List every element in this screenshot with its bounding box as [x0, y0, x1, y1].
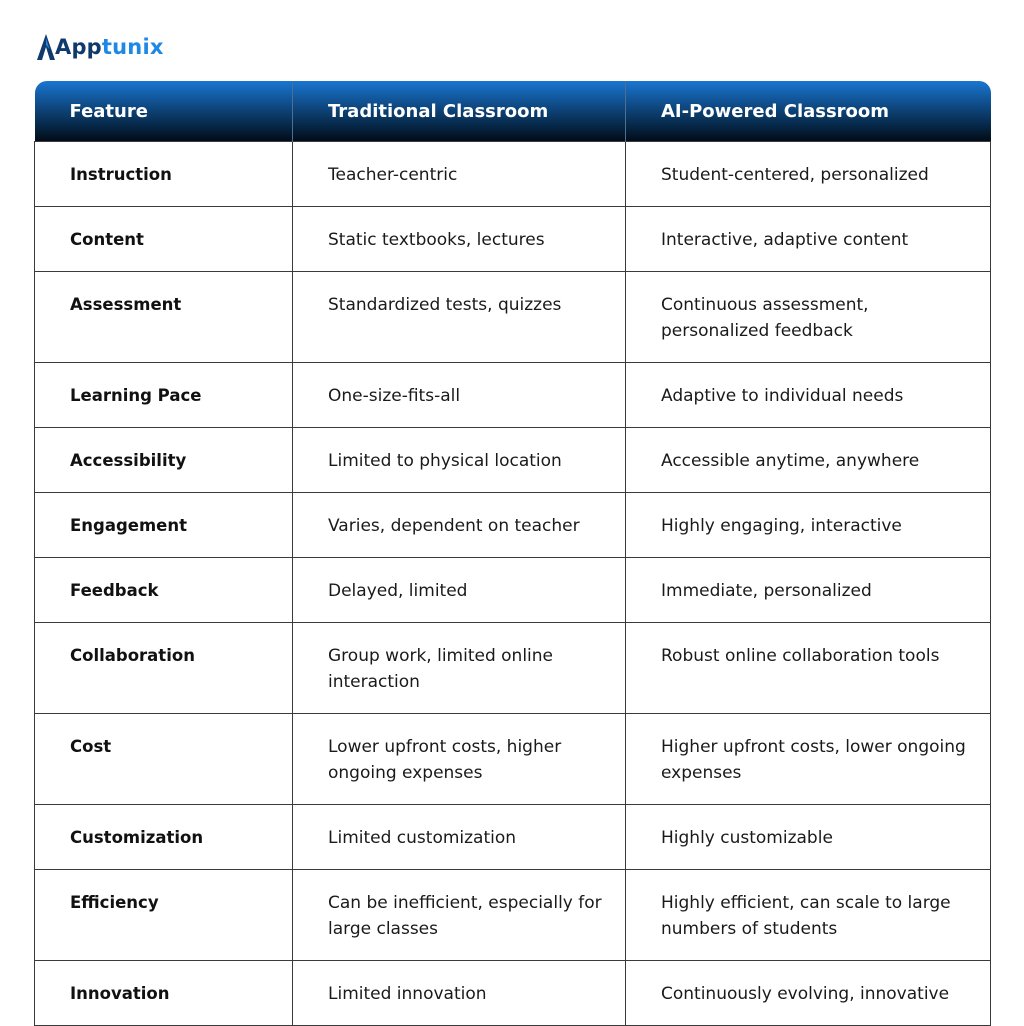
feature-cell: Customization [35, 805, 293, 870]
ai-cell: Adaptive to individual needs [626, 363, 991, 428]
header-feature: Feature [35, 81, 293, 142]
traditional-cell: Can be inefficient, especially for large classes [293, 870, 626, 961]
brand-name-dark: App [55, 35, 102, 59]
brand-name [55, 35, 164, 59]
table-row [35, 207, 991, 272]
ai-cell: Continuous assessment, personalized feedback [626, 272, 991, 363]
header-traditional-classroom: Traditional Classroom [293, 81, 626, 142]
table-row [35, 142, 991, 207]
table-row [35, 623, 991, 714]
table-row [35, 363, 991, 428]
comparison-table [34, 81, 991, 1026]
feature-cell: Assessment [35, 272, 293, 363]
table-row [35, 805, 991, 870]
apptunix-a-logo-icon [36, 33, 56, 61]
feature-cell: Feedback [35, 558, 293, 623]
ai-cell: Higher upfront costs, lower ongoing expenses [626, 714, 991, 805]
ai-cell: Continuously evolving, innovative [626, 961, 991, 1026]
feature-cell: Collaboration [35, 623, 293, 714]
feature-cell: Accessibility [35, 428, 293, 493]
table-row [35, 714, 991, 805]
traditional-cell: Limited customization [293, 805, 626, 870]
traditional-cell: Lower upfront costs, higher ongoing expenses [293, 714, 626, 805]
table-row [35, 870, 991, 961]
traditional-cell: Delayed, limited [293, 558, 626, 623]
traditional-cell: Limited to physical location [293, 428, 626, 493]
ai-cell: Robust online collaboration tools [626, 623, 991, 714]
traditional-cell: Varies, dependent on teacher [293, 493, 626, 558]
feature-cell: Engagement [35, 493, 293, 558]
header-ai-powered-classroom: AI-Powered Classroom [626, 81, 991, 142]
ai-cell: Highly customizable [626, 805, 991, 870]
feature-cell: Instruction [35, 142, 293, 207]
feature-cell: Learning Pace [35, 363, 293, 428]
feature-cell: Efficiency [35, 870, 293, 961]
brand-logo [36, 30, 164, 64]
traditional-cell: Teacher-centric [293, 142, 626, 207]
ai-cell: Highly efficient, can scale to large numbers of students [626, 870, 991, 961]
table-row [35, 558, 991, 623]
table-row [35, 272, 991, 363]
traditional-cell: Standardized tests, quizzes [293, 272, 626, 363]
table-row [35, 493, 991, 558]
ai-cell: Immediate, personalized [626, 558, 991, 623]
table-body [35, 142, 991, 1026]
traditional-cell: Group work, limited online interaction [293, 623, 626, 714]
ai-cell: Student-centered, personalized [626, 142, 991, 207]
comparison-table-container [34, 81, 990, 1026]
ai-cell: Highly engaging, interactive [626, 493, 991, 558]
feature-cell: Content [35, 207, 293, 272]
feature-cell: Cost [35, 714, 293, 805]
traditional-cell: Limited innovation [293, 961, 626, 1026]
table-row [35, 428, 991, 493]
table-header [35, 81, 991, 142]
ai-cell: Interactive, adaptive content [626, 207, 991, 272]
brand-name-light: tunix [101, 35, 164, 59]
header-row [35, 81, 991, 142]
traditional-cell: Static textbooks, lectures [293, 207, 626, 272]
ai-cell: Accessible anytime, anywhere [626, 428, 991, 493]
feature-cell: Innovation [35, 961, 293, 1026]
table-row [35, 961, 991, 1026]
traditional-cell: One-size-fits-all [293, 363, 626, 428]
